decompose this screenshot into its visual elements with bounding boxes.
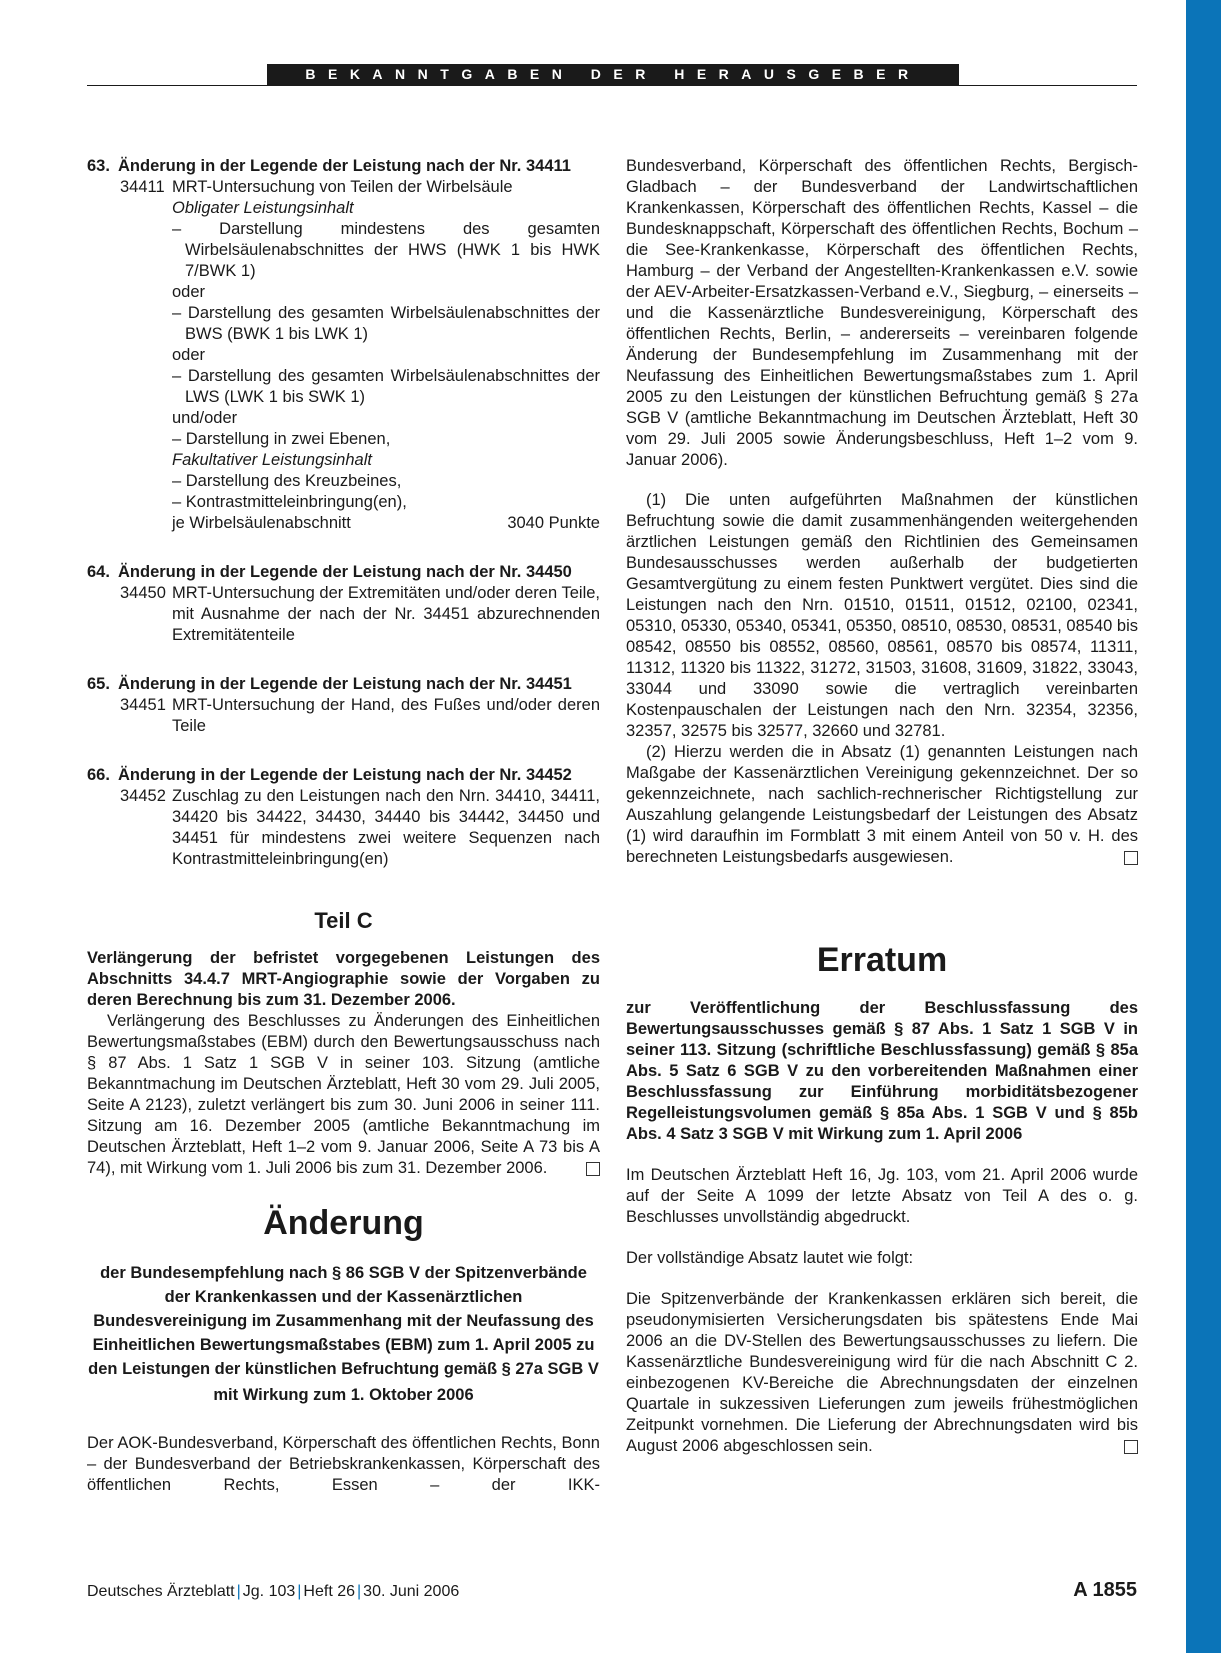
je-label: je Wirbelsäulenabschnitt xyxy=(172,514,351,532)
dash-line: – Darstellung in zwei Ebenen, xyxy=(172,430,391,448)
erratum-para-2: Der vollständige Absatz lautet wie folgt: xyxy=(626,1249,914,1267)
item-number: 66. xyxy=(87,766,110,784)
erratum-title: Erratum xyxy=(816,941,948,979)
obligat-label: Obligater Leistungsinhalt xyxy=(172,199,354,217)
gop-text: Zuschlag zu den Leistungen nach den Nrn. 34410, 34411, 34420 bis 34422, 34430, 34440 bis 34442, 34450 und 34451 für mindestens zwei weitere Sequenzen nach Kontrastmitteleinbringung(en) xyxy=(172,787,600,868)
end-mark-icon xyxy=(1124,1440,1138,1454)
erratum-para-3: Die Spitzenverbände der Krankenkassen erklären sich bereit, die pseudonymisierten Versicherungsdaten bis spätestens Ende Mai 2006 an die DV-Stellen des Bewertungsausschusses zu liefern. Die Kassenärztliche Bundesvereinigung wird für die nach Abschnitt C 2. einbezogenen KV-Bereiche die Abrechnungsdaten der einzelnen Quartale in sukzessiven Lieferungen zum jeweils frühestmöglichen Zeitpunkt vornehmen. Die Lieferung der Abrechnungsdaten wird bis August 2006 abgeschlossen sein. xyxy=(626,1290,1138,1455)
item-63 xyxy=(87,156,600,534)
item-64 xyxy=(87,562,600,646)
gop-text: MRT-Untersuchung der Extremitäten und/oder deren Teile, mit Ausnahme der nach der Nr. 34451 abzurechnenden Extremitätenteile xyxy=(172,584,600,644)
paragraph-2: (2) Hierzu werden die in Absatz (1) genannten Leistungen nach Maßgabe der Kassenärztlichen Vereinigung gekennzeichnet. Der so gekennzeichnete, nach sachlich-rechnerischer Richtigstellung zur Auszahlung gelangende Leistungsbedarf der Leistungen des Absatz (1) wird daraufhin im Formblatt 3 mit einem Anteil von 50 v. H. des berechneten Leistungsbedarfs ausgewiesen. xyxy=(626,743,1138,866)
gop-text: MRT-Untersuchung der Hand, des Fußes und/oder deren Teile xyxy=(172,696,600,735)
teil-c-subheading: Verlängerung der befristet vorgegebenen Leistungen des Abschnitts 34.4.7 MRT-Angiographie sowie der Vorgaben zu deren Berechnung bis zum 31. Dezember 2006. xyxy=(87,949,600,1009)
teil-c-heading: Teil C xyxy=(314,908,373,933)
gop-code: 34452 xyxy=(120,787,166,805)
item-title: Änderung in der Legende der Leistung nach der Nr. 34452 xyxy=(118,766,572,784)
aenderung-title: Änderung xyxy=(263,1204,424,1242)
right-column xyxy=(626,156,1138,1457)
footer-citation: Deutsches Ärzteblatt | Jg. 103 | Heft 26 | 30. Juni 2006 xyxy=(87,1583,460,1600)
dash-line: – Darstellung des Kreuzbeines, xyxy=(172,472,402,490)
journal-name: Deutsches Ärzteblatt xyxy=(87,1583,235,1600)
erratum-heading: zur Veröffentlichung der Beschlussfassung des Bewertungsausschusses gemäß § 87 Abs. 1 Satz 1 SGB V in seiner 113. Sitzung (schriftliche Beschlussfassung) gemäß § 85a Abs. 5 Satz 6 SGB V zu den vorbereitenden Maßnahmen einer Beschlussfassung zur Einführung morbiditätsbezogener Regelleistungsvolumen gemäß § 85a Abs. 1 SGB V und § 85b Abs. 4 Satz 3 SGB V mit Wirkung zum 1. April 2006 xyxy=(626,999,1138,1143)
left-column xyxy=(87,156,600,1496)
item-title: Änderung in der Legende der Leistung nach der Nr. 34451 xyxy=(118,675,572,693)
gop-code: 34411 xyxy=(120,178,165,196)
edge-color-strip xyxy=(1186,0,1221,1653)
oder-label: oder xyxy=(172,346,206,364)
page-footer xyxy=(87,1579,1137,1602)
item-65 xyxy=(87,674,600,737)
gop-text: MRT-Untersuchung von Teilen der Wirbelsäule xyxy=(172,178,513,196)
fakultativ-label: Fakultativer Leistungsinhalt xyxy=(172,451,372,469)
bundesempfehlung-text: Bundesverband, Körperschaft des öffentlichen Rechts, Bergisch-Gladbach – der Bundesverband der Landwirtschaftlichen Krankenkassen, Körperschaft des öffentlichen Rechts, Kassel – die Bundesknappschaft, Körperschaft des öffentlichen Rechts, Bochum – die See-Krankenkasse, Körperschaft des öffentlichen Rechts, Hamburg – der Verband der Angestellten-Krankenkassen e.V. sowie der AEV-Arbeiter-Ersatzkassen-Verband e.V., Siegburg, – einerseits – und die Kassenärztliche Bundesvereinigung, Körperschaft des öffentlichen Rechts, Berlin, – andererseits – vereinbaren folgende Änderung der Bundesempfehlung im Zusammenhang mit der Neufassung des Einheitlichen Bewertungsmaßstabes zum 1. April 2005 zu den Leistungen der künstlichen Befruchtung gemäß § 27a SGB V (amtliche Bekanntmachung im Deutschen Ärzteblatt, Heft 30 vom 29. Juli 2005 sowie Änderungsbeschluss, Heft 1–2 vom 9. Januar 2006). xyxy=(626,157,1138,469)
paragraph-1: (1) Die unten aufgeführten Maßnahmen der künstlichen Befruchtung sowie die damit zusammenhängenden weitergehenden ärztlichen Leistungen gemäß den Richtlinien des Gemeinsamen Bundesausschusses werden außerhalb der budgetierten Gesamtvergütung zu einem festen Punktwert vergütet. Dies sind die Leistungen nach den Nrn. 01510, 01511, 01512, 02100, 02341, 05310, 05330, 05340, 05341, 05350, 08510, 08530, 08531, 08540 bis 08542, 08550 bis 08552, 08560, 08561, 08570 bis 08574, 11311, 11312, 11320 bis 11322, 31272, 31503, 31608, 31609, 31822, 33043, 33044 und 33090 sowie die vertraglich vereinbarten Kostenpauschalen der Leistungen nach den Nrn. 32354, 32356, 32357, 32575 bis 32577, 32660 und 32781. xyxy=(626,491,1138,740)
gop-code: 34450 xyxy=(120,584,166,602)
item-title: Änderung in der Legende der Leistung nach der Nr. 34411 xyxy=(118,157,571,175)
erratum-para-1: Im Deutschen Ärzteblatt Heft 16, Jg. 103, vom 21. April 2006 wurde auf der Seite A 1099 der letzte Absatz von Teil A des o. g. Beschlusses unvollständig abgedruckt. xyxy=(626,1166,1138,1226)
item-number: 64. xyxy=(87,563,110,581)
end-mark-icon xyxy=(1124,851,1138,865)
volume: Jg. 103 xyxy=(242,1583,296,1600)
section-header: BEKANNTGABEN DER HERAUSGEBER xyxy=(267,64,959,85)
aenderung-body: Der AOK-Bundesverband, Körperschaft des öffentlichen Rechts, Bonn – der Bundesverband der Betriebskrankenkassen, Körperschaft des öffentlichen Rechts, Essen – der IKK- xyxy=(87,1434,600,1494)
dash-line: – Darstellung des gesamten Wirbelsäulenabschnittes der BWS (BWK 1 bis LWK 1) xyxy=(172,304,600,343)
issue: Heft 26 xyxy=(303,1583,356,1600)
points-value: 3040 Punkte xyxy=(507,514,600,532)
item-title: Änderung in der Legende der Leistung nach der Nr. 34450 xyxy=(118,563,572,581)
teil-c-body: Verlängerung des Beschlusses zu Änderungen des Einheitlichen Bewertungsmaßstabes (EBM) durch den Bewertungsausschuss nach § 87 Abs. 1 Satz 1 SGB V in seiner 103. Sitzung (amtliche Bekanntmachung im Deutschen Ärzteblatt, Heft 30 vom 29. Juli 2005, Seite A 2123), zuletzt verlängert bis zum 30. Juni 2006 in seiner 111. Sitzung am 16. Dezember 2005 (amtliche Bekanntmachung im Deutschen Ärzteblatt, Heft 1–2 vom 9. Januar 2006, Seite A 73 bis A 74), mit Wirkung vom 1. Juli 2006 bis zum 31. Dezember 2006. xyxy=(87,1012,600,1177)
item-number: 65. xyxy=(87,675,110,693)
dash-line: – Darstellung des gesamten Wirbelsäulenabschnittes der LWS (LWK 1 bis SWK 1) xyxy=(172,367,600,406)
page-number: A 1855 xyxy=(1073,1579,1137,1601)
dash-line: – Darstellung mindestens des gesamten Wirbelsäulenabschnittes der HWS (HWK 1 bis HWK 7/BWK 1) xyxy=(172,220,600,280)
aenderung-subtitle: der Bundesempfehlung nach § 86 SGB V der Spitzenverbände der Krankenkassen und der Kassenärztlichen Bundesvereinigung im Zusammenhang mit der Neufassung des Einheitlichen Bewertungsmaßstabes (EBM) zum 1. April 2005 zu den Leistungen der künstlichen Befruchtung gemäß § 27a SGB V xyxy=(88,1264,599,1378)
dash-line: – Kontrastmitteleinbringung(en), xyxy=(172,493,407,511)
gop-code: 34451 xyxy=(120,696,166,714)
oder-label: oder xyxy=(172,283,206,301)
issue-date: 30. Juni 2006 xyxy=(363,1583,460,1600)
end-mark-icon xyxy=(586,1162,600,1176)
undoder-label: und/oder xyxy=(172,409,238,427)
aenderung-wirkung: mit Wirkung zum 1. Oktober 2006 xyxy=(213,1386,474,1404)
item-66 xyxy=(87,765,600,870)
header-rule xyxy=(87,85,1137,86)
item-number: 63. xyxy=(87,157,110,175)
